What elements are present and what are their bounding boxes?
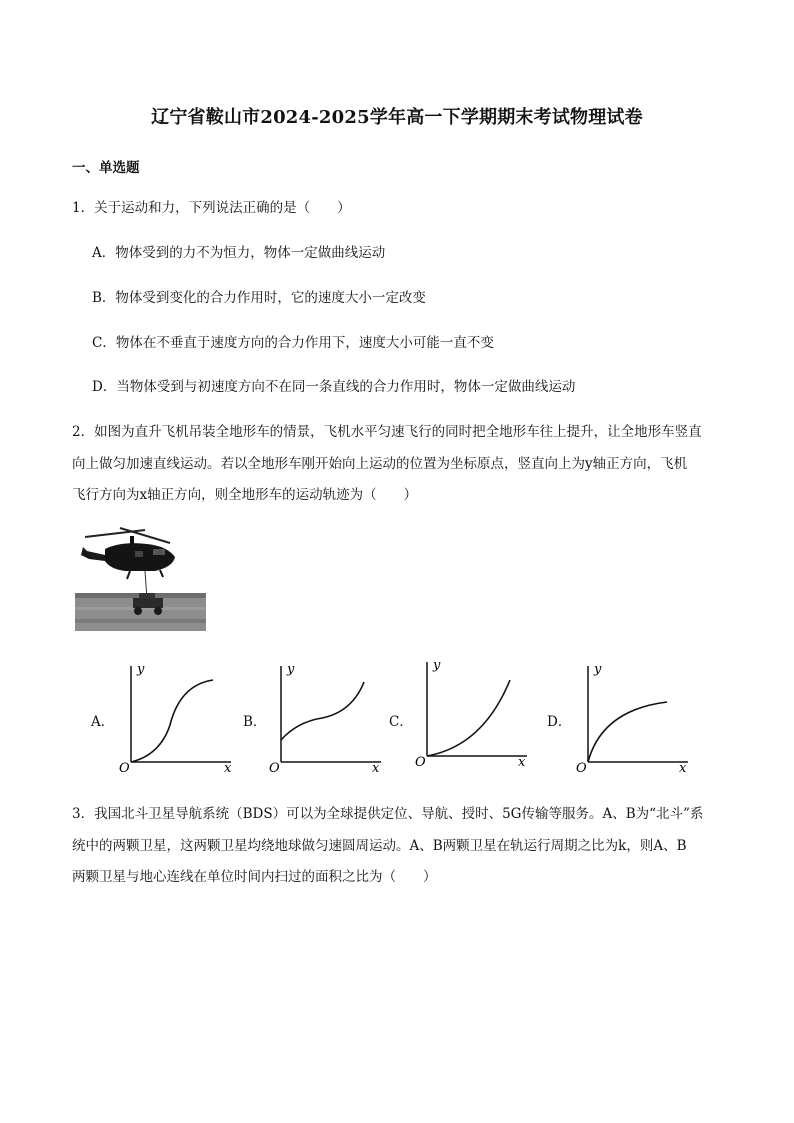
question-2-line-3: 飞行方向为x轴正方向，则全地形车的运动轨迹为（ ） (72, 487, 418, 503)
y-axis-label-c: y (433, 658, 441, 673)
graph-option-b (267, 660, 392, 775)
question-1-option-d: D．当物体受到与初速度方向不在同一条直线的合力作用时，物体一定做曲线运动 (92, 379, 576, 395)
graph-label-b: B． (243, 714, 267, 730)
y-axis-label-d: y (594, 662, 602, 677)
graph-option-c (413, 658, 538, 773)
trajectory-curve-b (281, 682, 364, 740)
graph-label-a: A． (91, 714, 115, 730)
question-2-line-2: 向上做匀加速直线运动。若以全地形车刚开始向上运动的位置为坐标原点，竖直向上为y轴正方向，飞机 (72, 456, 688, 472)
question-3-line-3: 两颗卫星与地心连线在单位时间内扫过的面积之比为（ ） (72, 869, 437, 885)
graph-label-d: D． (547, 714, 572, 730)
page-title: 辽宁省鞍山市2024-2025学年高一下学期期末考试物理试卷 (151, 107, 643, 128)
x-axis-label-d: x (679, 761, 687, 775)
trajectory-curve-c (427, 680, 510, 756)
question-3-line-1: 3．我国北斗卫星导航系统（BDS）可以为全球提供定位、导航、授时、5G传输等服务。A、B为“北斗”系 (72, 806, 704, 822)
y-axis-label-b: y (287, 662, 295, 677)
graph-label-c: C． (389, 714, 413, 730)
section-heading: 一、单选题 (72, 160, 140, 176)
x-axis-label-c: x (518, 755, 526, 770)
question-1-option-a: A．物体受到的力不为恒力，物体一定做曲线运动 (92, 245, 386, 261)
origin-label-b: O (269, 761, 280, 775)
graph-option-a (115, 660, 240, 775)
question-1-option-b: B．物体受到变化的合力作用时，它的速度大小一定改变 (92, 290, 426, 306)
x-axis-label-a: x (224, 761, 232, 775)
x-axis-label-b: x (372, 761, 380, 775)
question-3-line-2: 统中的两颗卫星，这两颗卫星均绕地球做匀速圆周运动。A、B两颗卫星在轨运行周期之比为k，则A、B (72, 838, 687, 854)
question-1-stem: 1．关于运动和力，下列说法正确的是（ ） (72, 200, 351, 216)
y-axis-label-a: y (137, 662, 145, 677)
question-1-option-c: C．物体在不垂直于速度方向的合力作用下，速度大小可能一直不变 (92, 335, 494, 351)
origin-label-d: O (576, 761, 587, 775)
helicopter-lifting-vehicle-photo (75, 527, 206, 631)
origin-label-a: O (119, 761, 130, 775)
question-2-line-1: 2．如图为直升飞机吊装全地形车的情景，飞机水平匀速飞行的同时把全地形车往上提升，让全地形车竖直 (72, 424, 702, 440)
trajectory-curve-d (588, 702, 667, 762)
origin-label-c: O (415, 755, 426, 770)
graph-option-d (572, 660, 697, 775)
trajectory-curve-a (131, 680, 213, 762)
